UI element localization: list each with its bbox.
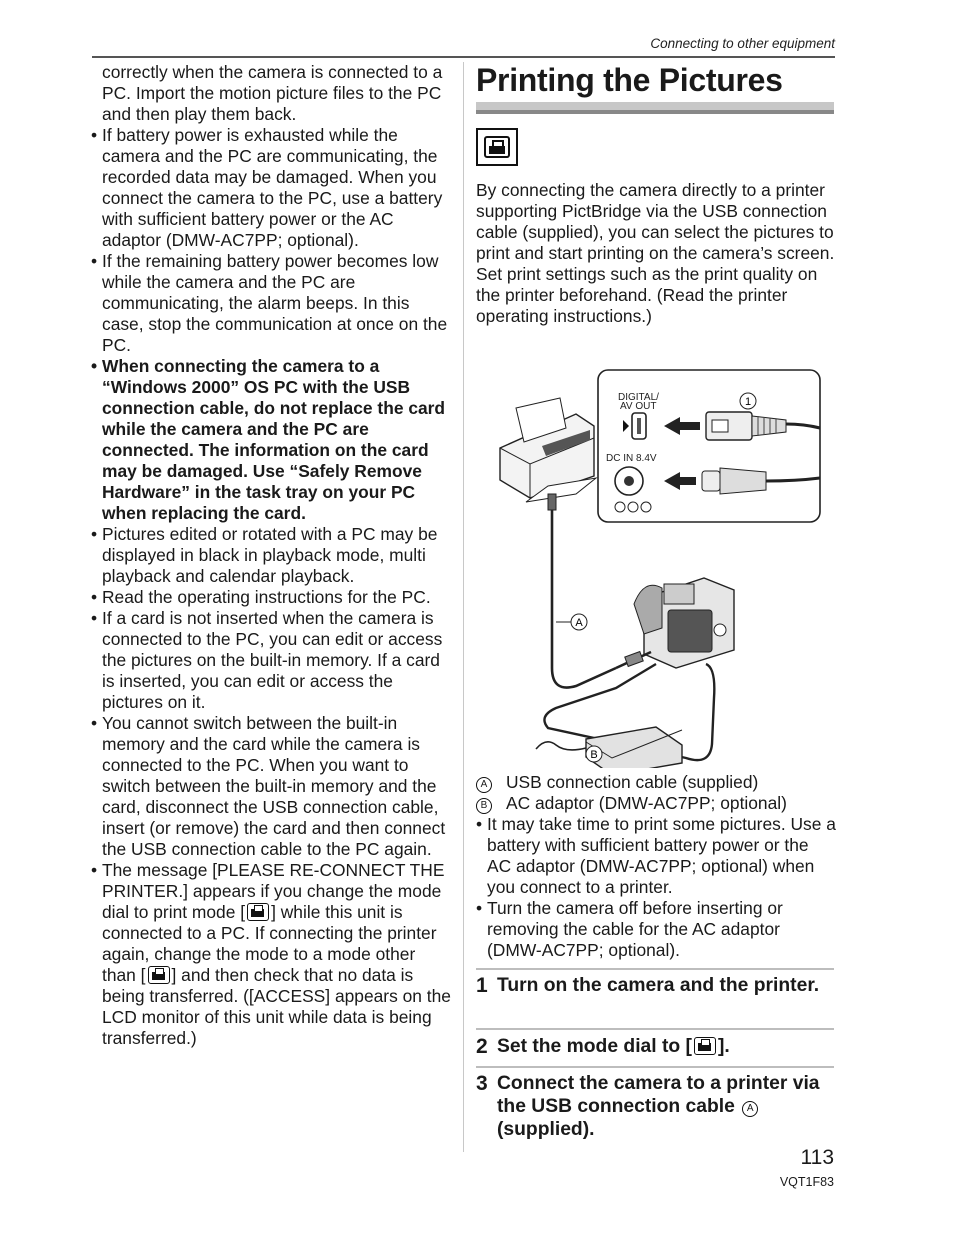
bullet-windows-2000-warning: • When connecting the camera to a “Windows 2000” OS PC with the USB connection cable, do not replace the card while the camera and the PC are connected. The information on the card may be damaged. Use “Safely Remove Hardware” in the task tray on your PC when replacing the card.: [91, 356, 446, 523]
step-divider: [476, 1028, 834, 1030]
page-title: Printing the Pictures: [476, 62, 783, 98]
document-code: VQT1F83: [779, 1175, 834, 1189]
step-2: 2 Set the mode dial to [ ].: [476, 1035, 730, 1058]
continued-text: correctly when the camera is connected to a PC. Import the motion picture files to the PC and then play them back.: [102, 62, 443, 124]
bullet-memory-switch: • You cannot switch between the built-in memory and the card while the camera is connected to the PC. When you want to switch between the built-in memory and the card, disconnect the USB connection cable, insert (or remove) the card and then connect the USB connection cable to the PC again.: [91, 713, 446, 859]
intro-paragraph-1: By connecting the camera directly to a printer supporting PictBridge via the USB connection cable (supplied), you can select the pictures to print and start printing on the camera’s screen.: [476, 180, 835, 263]
legend-and-notes: [476, 772, 836, 961]
intro-paragraph-2: Set print settings such as the print quality on the printer beforehand. (Read the printer operating instructions.): [476, 264, 818, 326]
step-3: 3 Connect the camera to a printer via the USB connection cable A (supplied).: [476, 1072, 820, 1140]
camera-illustration: [634, 578, 734, 668]
port-label-digital: DIGITAL/: [618, 392, 659, 403]
step-divider: [476, 1066, 834, 1068]
print-mode-icon: [247, 903, 269, 921]
connection-diagram: [486, 368, 836, 768]
print-mode-icon: [148, 966, 170, 984]
bullet-read-instructions: • Read the operating instructions for the PC.: [91, 587, 431, 607]
port-label-av-out: AV OUT: [620, 401, 657, 412]
step-1: 1 Turn on the camera and the printer.: [476, 974, 820, 997]
svg-text:B: B: [590, 749, 598, 761]
intro-text: [476, 180, 836, 327]
print-mode-icon: [694, 1037, 716, 1055]
legend-item-b: B AC adaptor (DMW-AC7PP; optional): [476, 793, 836, 814]
header-rule: [92, 56, 835, 58]
step-divider: [476, 968, 834, 970]
print-mode-badge-icon: [476, 128, 518, 166]
bullet-battery-low: • If the remaining battery power becomes low while the camera and the PC are communicating, the alarm beeps. In this case, stop the communication at once on the PC.: [91, 251, 448, 355]
usb-cable: [552, 508, 616, 688]
ac-adaptor-illustration: [536, 727, 682, 768]
port-label-dc-in: DC IN 8.4V: [606, 453, 657, 464]
column-divider: [463, 62, 464, 1152]
dc-plug: [702, 471, 720, 491]
svg-text:1: 1: [744, 396, 752, 408]
title-underline-bar: [476, 102, 834, 114]
bullet-battery-exhausted: • If battery power is exhausted while the camera and the PC are communicating, the recorded data may be damaged. When you connect the camera to the PC, use a battery with sufficient battery power or the AC adaptor (DMW-AC7PP; optional).: [91, 125, 443, 250]
page-number: 113: [800, 1146, 834, 1169]
note-camera-off: • Turn the camera off before inserting or removing the cable for the AC adaptor (DMW-AC7PP; optional).: [476, 898, 783, 960]
printer-illustration: [500, 398, 596, 502]
section-title: Connecting to other equipment: [650, 36, 835, 51]
legend-item-a: A USB connection cable (supplied): [476, 772, 836, 793]
bullet-card-not-inserted: • If a card is not inserted when the camera is connected to the PC, you can edit or access the pictures on the built-in memory. If a card is inserted, you can edit or access the pictures on it.: [91, 608, 443, 712]
note-print-time: • It may take time to print some pictures. Use a battery with sufficient battery power or the AC adaptor (DMW-AC7PP; optional) when you connect to a printer.: [476, 814, 836, 897]
bullet-reconnect-message: • The message [PLEASE RE-CONNECT THE PRINTER.] appears if you change the mode dial to print mode [ ] while this unit is connected to a PC. If connecting the printer again, change the mode to a mode other than [ ] and then check that no data is being transferred. ([ACCESS] appears on the LCD monitor of this unit while data is being transferred.): [91, 860, 451, 1048]
bullet-edited-pictures: • Pictures edited or rotated with a PC may be displayed in black in playback mode, multi playback and calendar playback.: [91, 524, 438, 586]
left-column: [91, 62, 453, 1049]
svg-text:A: A: [575, 617, 583, 629]
